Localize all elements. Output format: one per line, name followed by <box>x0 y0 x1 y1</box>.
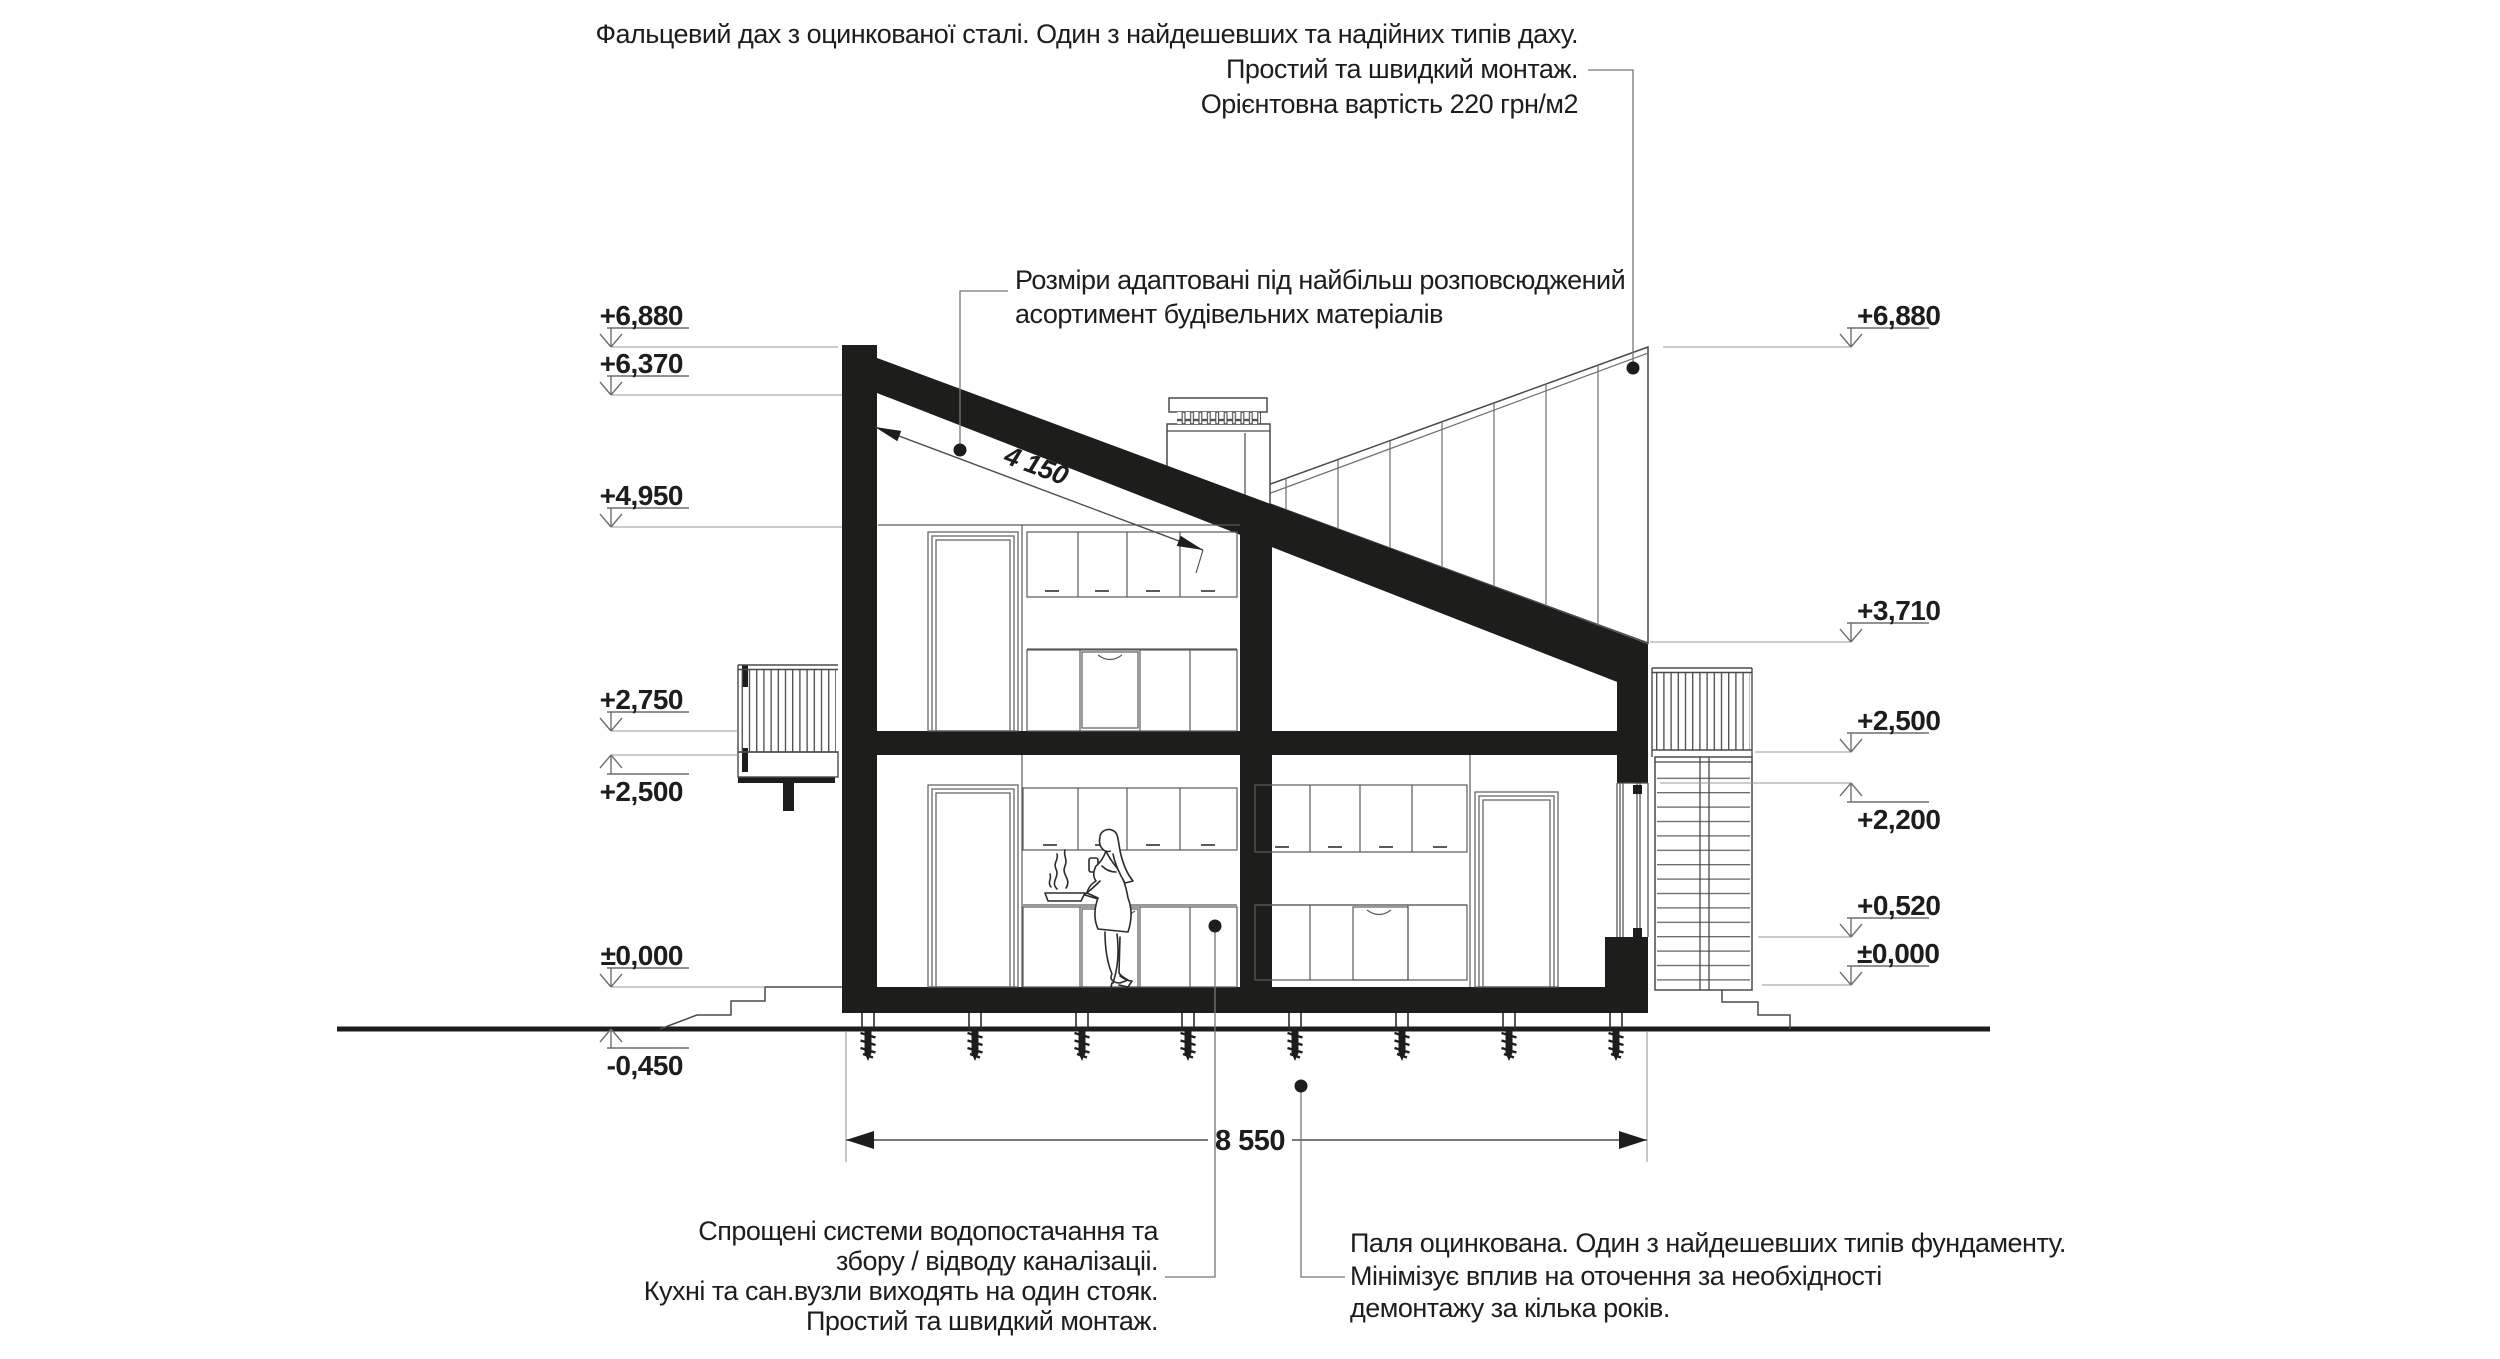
plumbing-note-line4: Простий та швидкий монтаж. <box>805 1306 1158 1336</box>
leader-dot <box>1295 1080 1308 1093</box>
elevation-label: +6,880 <box>599 300 683 331</box>
leader-pile-note <box>1301 1086 1345 1277</box>
door-1f-left <box>928 785 1018 987</box>
left-wall <box>842 345 877 1013</box>
legs <box>1105 932 1128 983</box>
middle-wall <box>1240 528 1272 1013</box>
stair-treads <box>1657 768 1750 988</box>
roof-note-line3: Орієнтовна вартість 220 грн/м2 <box>1200 89 1578 119</box>
right-railing-slats <box>1654 672 1750 750</box>
right-stair-tower <box>1655 757 1790 1029</box>
frying-pan <box>1045 893 1085 901</box>
elevation-label: +6,880 <box>1857 300 1941 331</box>
left-balcony-railing-slats <box>740 669 836 752</box>
right-wall-upper <box>1617 645 1648 783</box>
door-pivot-bottom <box>1633 928 1642 937</box>
elevation-label: +2,500 <box>1857 705 1941 736</box>
elevation-label: ±0,000 <box>1857 938 1940 969</box>
elevation-label: +6,370 <box>599 348 683 379</box>
pile-note-line1: Паля оцинкована. Один з найдешевших типів фундаменту. <box>1350 1228 2066 1258</box>
first-floor-right-interior <box>1255 755 1558 987</box>
elevation-label: +2,200 <box>1857 804 1941 835</box>
left-entry-steps <box>660 987 842 1029</box>
chimney-cap <box>1169 398 1267 412</box>
right-wall-sill <box>1605 937 1648 989</box>
roof-note-line1: Фальцевий дах з оцинкованої сталі. Один з найдешевших та надійних типів даху. <box>595 19 1578 49</box>
materials-note-line2: асортимент будівельних матеріалів <box>1015 299 1443 329</box>
steam <box>1049 850 1067 889</box>
leader-dot <box>1209 920 1222 933</box>
materials-note-line1: Розміри адаптовані під найбільш розповсюджений <box>1015 265 1626 295</box>
leader-dot <box>1627 362 1640 375</box>
first-floor-left-interior <box>928 755 1237 987</box>
elevation-label: -0,450 <box>606 1050 683 1081</box>
elevation-label: +2,750 <box>599 684 683 715</box>
kitchen-2f <box>1027 532 1237 731</box>
balcony-support <box>783 782 794 811</box>
pile-note-line3: демонтажу за кілька років. <box>1350 1293 1670 1323</box>
pile-note-line2: Мінімізує вплив на оточення за необхідності <box>1350 1261 1882 1291</box>
chimney-cap-teeth <box>1177 412 1261 424</box>
right-entry-steps <box>1722 990 1790 1029</box>
second-floor-interior <box>878 525 1240 731</box>
elevation-label: +4,950 <box>599 480 683 511</box>
width-dimension-label: 8 550 <box>1214 1125 1286 1157</box>
right-wall-glass-door <box>1617 783 1648 937</box>
left-balcony <box>738 665 838 777</box>
elevation-label: +3,710 <box>1857 595 1941 626</box>
leader-dot <box>954 444 967 457</box>
leader-lines <box>954 70 1640 1277</box>
leader-roof-note <box>1588 70 1633 368</box>
plumbing-note-line2: збору / відводу каналізаціі. <box>835 1246 1158 1276</box>
foundation-width-dimension <box>846 1032 1647 1162</box>
elevation-label: +0,520 <box>1857 890 1941 921</box>
plumbing-note-line3: Кухні та сан.вузли виходять на один стояк. <box>643 1276 1158 1306</box>
person-figure <box>1045 829 1133 991</box>
cabinets-right-room <box>1255 785 1467 980</box>
elevation-label: +2,500 <box>599 776 683 807</box>
door-1f-right <box>1475 792 1558 987</box>
ground-floor-slab <box>842 987 1648 1013</box>
screw-piles <box>861 1013 1624 1061</box>
door-pivot-top <box>1633 785 1642 794</box>
slope-dimension-label: 4 150 <box>1000 440 1072 492</box>
interfloor-slab <box>877 731 1648 755</box>
door-2f <box>928 532 1018 731</box>
plumbing-note-line1: Спрощені системи водопостачання та <box>698 1216 1158 1246</box>
left-balcony-slab <box>738 752 838 777</box>
elevation-label: ±0,000 <box>600 940 683 971</box>
right-railing <box>1652 668 1752 757</box>
roof-note-line2: Простий та швидкий монтаж. <box>1225 54 1578 84</box>
